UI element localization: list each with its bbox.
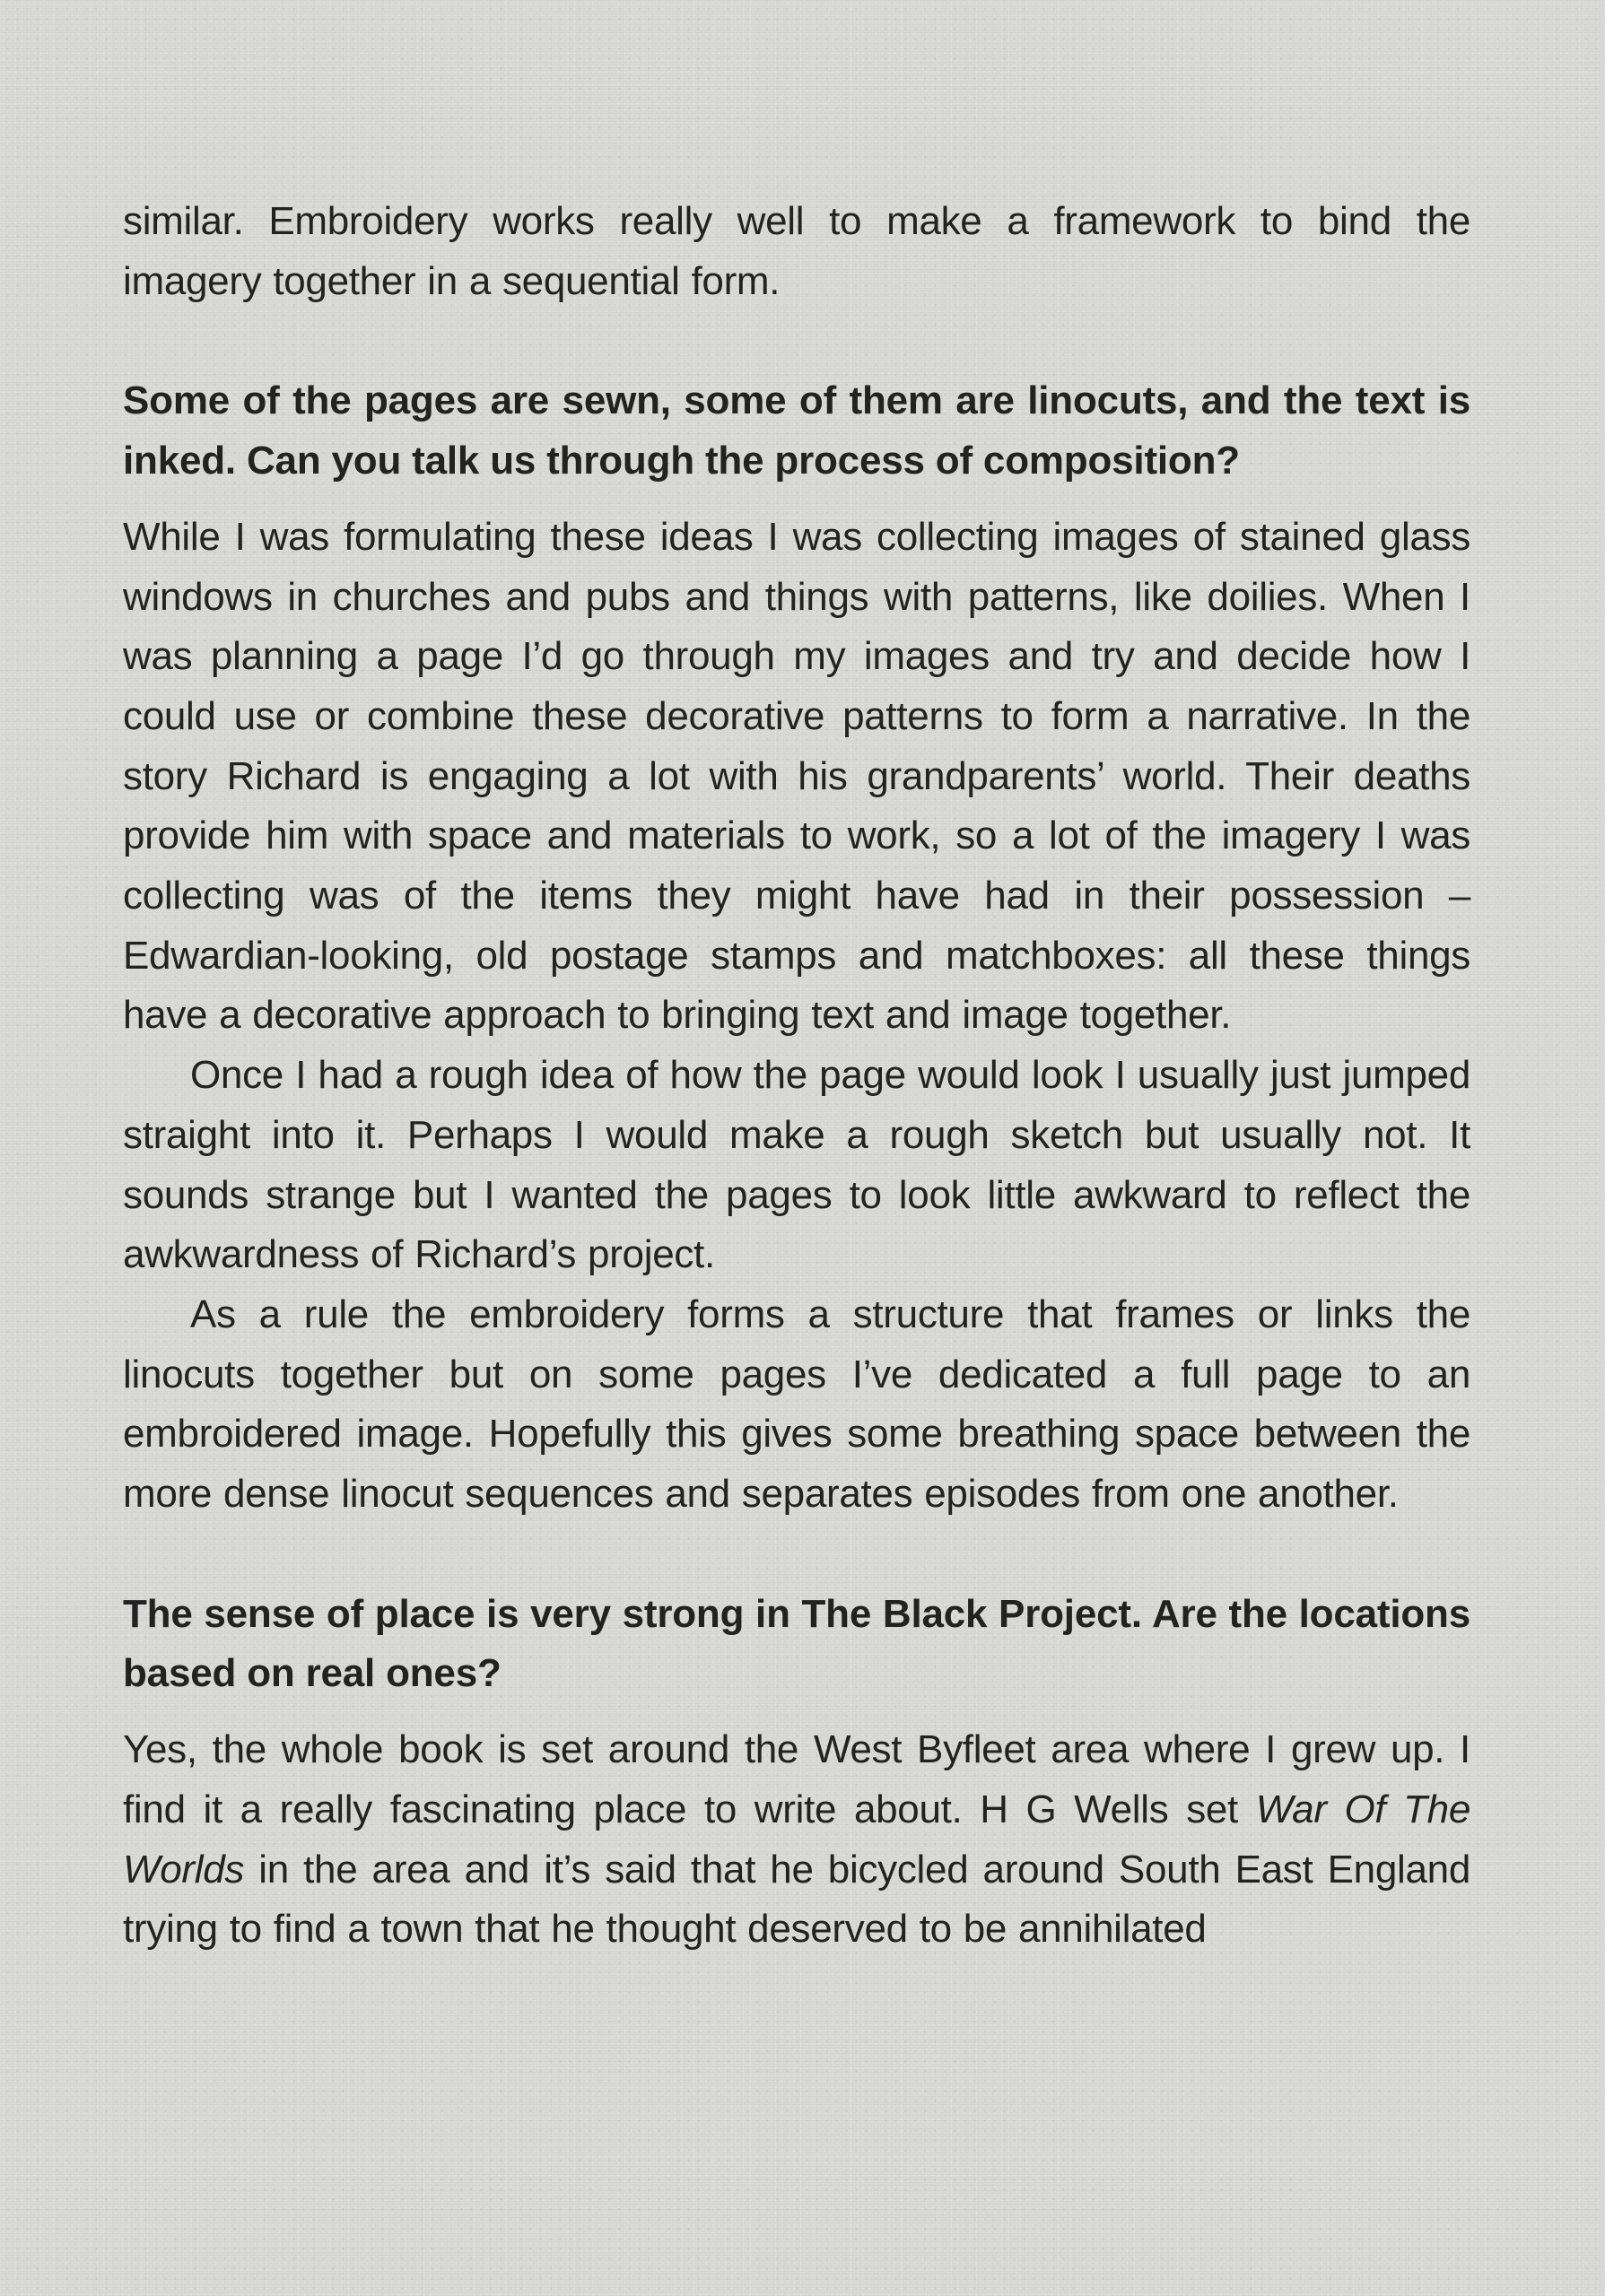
answer-place-text-end: in the area and it’s said that he bicycled around South East England trying to find a town that he thought deserved to be annihilated [123,1847,1470,1952]
answer-paragraph-1: While I was formulating these ideas I was collecting images of stained glass windows in churches and pubs and things with patterns, like doilies. When I was planning a page I’d go through my images and try and decide how I could use or combine these decorative patterns to form a narrative. In the story Richard is engaging a lot with his grandparents’ world. Their deaths provide him with space and materials to work, so a lot of the imagery I was collecting was of the items they might have had in their possession – Edwardian-looking, old postage stamps and matchboxes: all these things have a decorative approach to bringing text and image together. [123,514,1470,1038]
answer-place-text-start: Yes, the whole book is set around the West Byfleet area where I grew up. I find it a really fascinating place to write about. H G Wells set [123,1727,1470,1831]
text-column [123,192,1470,1960]
interview-question-place: The sense of place is very strong in The Black Project. Are the locations based on real ones? [123,1591,1470,1696]
interview-question-composition: Some of the pages are sewn, some of them are linocuts, and the text is inked. Can you talk us through the process of composition? [123,378,1470,483]
answer-place-paragraph [123,1720,1470,1960]
answer-paragraph-3: As a rule the embroidery forms a structure that frames or links the linocuts together but on some pages I’ve dedicated a full page to an embroidered image. Hopefully this gives some breathing space between the more dense linocut sequences and separates episodes from one another. [123,1292,1470,1517]
opening-paragraph: similar. Embroidery works really well to make a framework to bind the imagery together in a sequential form. [123,199,1470,303]
book-title-war-of-the-worlds: War Of The Worlds [123,1787,1470,1892]
answer-paragraph-2: Once I had a rough idea of how the page would look I usually just jumped straight into it. Perhaps I would make a rough sketch but usually not. It sounds strange but I wanted the pages to look little awkward to reflect the awkwardness of Richard’s project. [123,1053,1470,1277]
